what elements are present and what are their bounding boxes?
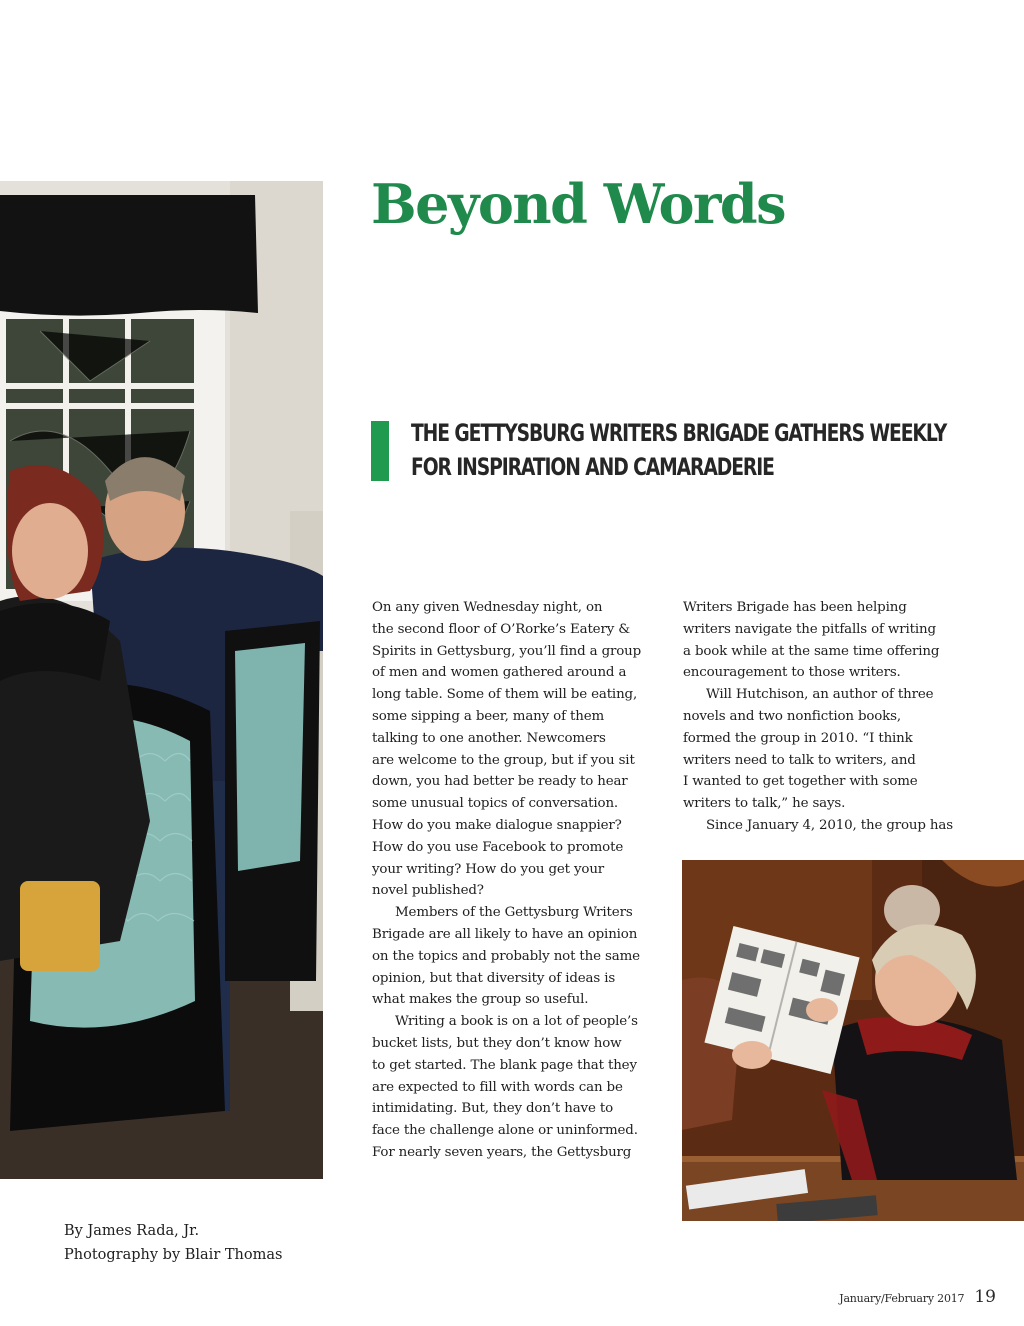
body-text-line: novels and two nonfiction books, — [683, 708, 901, 724]
body-text-line: writers navigate the pitfalls of writing — [683, 621, 936, 637]
body-column-1 — [372, 597, 662, 1164]
body-text-line: formed the group in 2010. “I think — [683, 730, 913, 746]
group-photo — [0, 181, 323, 1179]
body-text-line: of men and women gathered around a — [372, 665, 627, 681]
body-text-line: to get started. The blank page that they — [372, 1057, 637, 1073]
body-text-line: Writers Brigade has been helping — [683, 600, 907, 615]
body-text-line: encouragement to those writers. — [683, 665, 901, 681]
body-text-line: down, you had better be ready to hear — [372, 774, 628, 790]
article-deck — [411, 416, 947, 484]
body-column-2 — [683, 597, 973, 837]
body-text-line: For nearly seven years, the Gettysburg — [372, 1144, 632, 1160]
body-text-line: bucket lists, but they don’t know how — [372, 1035, 622, 1051]
issue-date: January/February 2017 — [839, 1292, 965, 1305]
article-credits — [64, 1219, 282, 1267]
photo-credit: Photography by Blair Thomas — [64, 1247, 283, 1263]
deck-line: THE GETTYSBURG WRITERS BRIGADE GATHERS WEEKLY — [411, 419, 947, 447]
body-text-line: some unusual topics of conversation. — [372, 796, 619, 812]
byline: By James Rada, Jr. — [64, 1223, 200, 1239]
body-text-line: Since January 4, 2010, the group has — [706, 817, 953, 833]
body-text-line: a book while at the same time offering — [683, 643, 940, 659]
body-text-line: some sipping a beer, many of them — [372, 708, 605, 724]
body-text-line: long table. Some of them will be eating, — [372, 687, 638, 703]
reader-photo — [682, 860, 1024, 1221]
page-footer — [839, 1287, 996, 1307]
body-text-line: on the topics and probably not the same — [372, 948, 640, 964]
body-text-line: How do you make dialogue snappier? — [372, 817, 622, 833]
body-text-line: Brigade are all likely to have an opinion — [372, 926, 638, 942]
body-text-line: are welcome to the group, but if you sit — [372, 752, 635, 768]
body-text-line: are expected to fill with words can be — [372, 1079, 623, 1095]
body-text-line: Members of the Gettysburg Writers — [395, 905, 633, 921]
page-number: 19 — [974, 1287, 996, 1307]
body-text-line: writers to talk,” he says. — [683, 796, 846, 812]
body-text-line: novel published? — [372, 883, 484, 899]
body-text-line: Spirits in Gettysburg, you’ll find a group — [372, 643, 642, 659]
body-text-line: what makes the group so useful. — [372, 992, 589, 1008]
body-text-line: intimidating. But, they don’t have to — [372, 1101, 613, 1117]
body-text-line: On any given Wednesday night, on — [372, 600, 603, 615]
deck-accent-bar — [371, 421, 389, 481]
body-text-line: Will Hutchison, an author of three — [706, 687, 934, 703]
body-text-line: talking to one another. Newcomers — [372, 730, 606, 746]
body-text-line: Writing a book is on a lot of people’s — [395, 1014, 638, 1030]
deck-line: FOR INSPIRATION AND CAMARADERIE — [411, 453, 774, 481]
body-text-line: How do you use Facebook to promote — [372, 839, 624, 855]
body-text-line: writers need to talk to writers, and — [683, 752, 916, 768]
body-text-line: face the challenge alone or uninformed. — [372, 1123, 638, 1139]
body-text-line: I wanted to get together with some — [683, 774, 918, 790]
body-text-line: opinion, but that diversity of ideas is — [372, 970, 616, 986]
article-title: Beyond Words — [371, 172, 786, 236]
body-text-line: your writing? How do you get your — [372, 861, 605, 877]
body-text-line: the second floor of O’Rorke’s Eatery & — [372, 621, 631, 637]
